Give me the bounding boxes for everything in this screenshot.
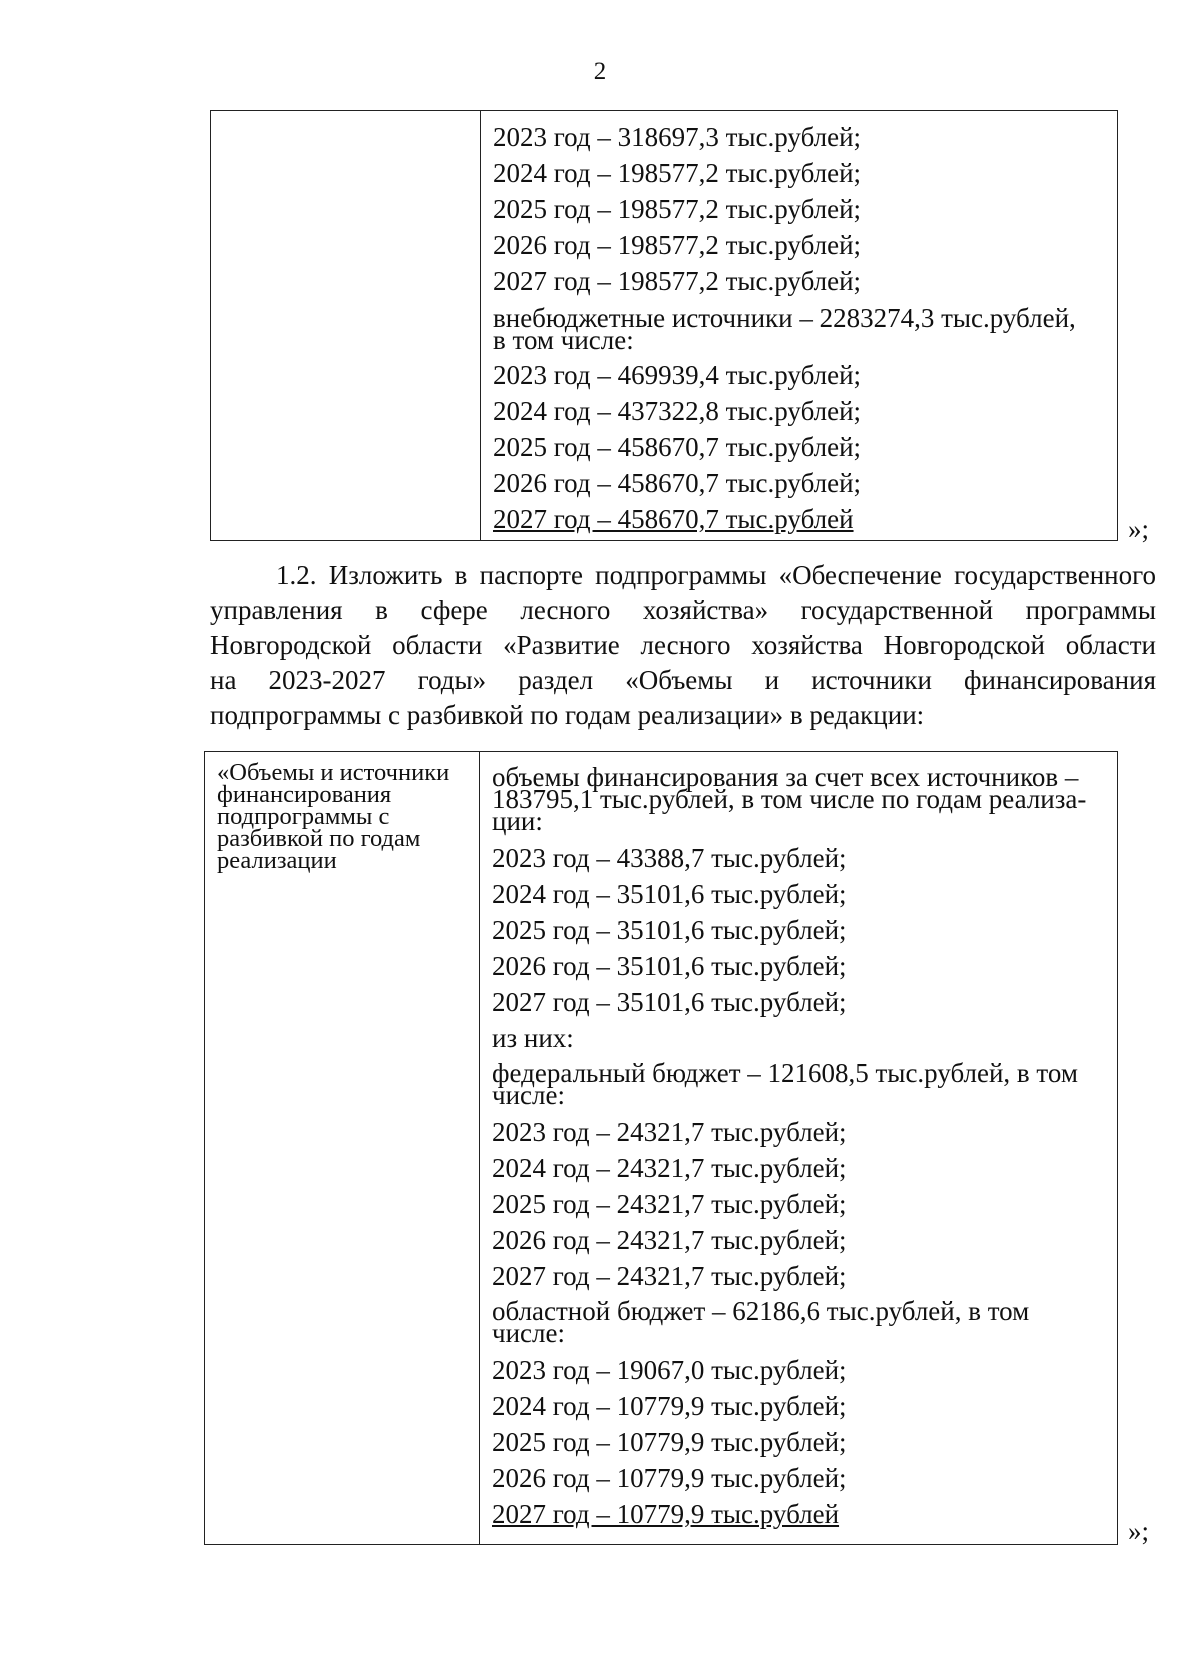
value-line: 2024 год – 24321,7 тыс.рублей; [492,1153,847,1183]
financing-table-continued [210,110,1118,541]
label-line: подпрограммы с [217,803,390,830]
page-number: 2 [593,58,607,85]
table-value-cell [481,111,1117,540]
amendment-paragraph [210,558,1156,733]
value-line: 2023 год – 43388,7 тыс.рублей; [492,843,847,873]
value-line: ции: [492,806,543,836]
label-line: реализации [217,847,337,874]
value-line: 2023 год – 19067,0 тыс.рублей; [492,1355,847,1385]
value-line: 2023 год – 469939,4 тыс.рублей; [493,360,862,390]
value-line: 2025 год – 458670,7 тыс.рублей; [493,432,862,462]
value-line: областной бюджет – 62186,6 тыс.рублей, в том [492,1296,1030,1326]
table-label-cell [211,111,481,540]
value-line: 2026 год – 198577,2 тыс.рублей; [493,230,862,260]
value-line: 2023 год – 24321,7 тыс.рублей; [492,1117,847,1147]
table-label-cell [205,752,480,1544]
label-line: разбивкой по годам [217,825,421,852]
value-line: объемы финансирования за счет всех источников – [492,762,1079,792]
value-line: 2026 год – 24321,7 тыс.рублей; [492,1225,847,1255]
value-line: 2024 год – 437322,8 тыс.рублей; [493,396,862,426]
value-line: числе: [492,1318,565,1348]
value-line: 2024 год – 35101,6 тыс.рублей; [492,879,847,909]
value-line: 2026 год – 35101,6 тыс.рублей; [492,951,847,981]
table-value-cell [480,752,1117,1544]
label-line: «Объемы и источники [217,759,450,786]
value-line: 2027 год – 24321,7 тыс.рублей; [492,1261,847,1291]
value-line: 2026 год – 458670,7 тыс.рублей; [493,468,862,498]
subprogram-financing-table [204,751,1118,1545]
value-line: 2025 год – 35101,6 тыс.рублей; [492,915,847,945]
paragraph-line: на 2023-2027 годы» раздел «Объемы и источники финансирования [210,665,1156,695]
paragraph-line: Новгородской области «Развитие лесного хозяйства Новгородской области [210,630,1156,660]
value-line: 2024 год – 198577,2 тыс.рублей; [493,158,862,188]
value-line: 2025 год – 10779,9 тыс.рублей; [492,1427,847,1457]
paragraph-line: управления в сфере лесного хозяйства» государственной программы [210,595,1156,625]
value-line: 183795,1 тыс.рублей, в том числе по годам реализа- [492,784,1087,814]
value-line: 2026 год – 10779,9 тыс.рублей; [492,1463,847,1493]
table-closing-quote: »; [1128,1516,1150,1546]
value-line: 2027 год – 10779,9 тыс.рублей [492,1499,840,1529]
value-line: федеральный бюджет – 121608,5 тыс.рублей, в том [492,1058,1078,1088]
value-line: 2025 год – 198577,2 тыс.рублей; [493,194,862,224]
value-line: в том числе: [493,325,634,355]
value-line: 2025 год – 24321,7 тыс.рублей; [492,1189,847,1219]
value-line: числе: [492,1080,565,1110]
table-closing-quote: »; [1128,514,1150,544]
value-line: из них: [492,1023,574,1053]
paragraph-line: 1.2. Изложить в паспорте подпрограммы «Обеспечение государственного [276,560,1156,590]
paragraph-line: подпрограммы с разбивкой по годам реализации» в редакции: [210,700,925,730]
value-line: внебюджетные источники – 2283274,3 тыс.рублей, [493,303,1076,333]
value-line: 2023 год – 318697,3 тыс.рублей; [493,122,862,152]
value-line: 2027 год – 198577,2 тыс.рублей; [493,266,862,296]
label-line: финансирования [217,781,392,808]
value-line: 2024 год – 10779,9 тыс.рублей; [492,1391,847,1421]
value-line: 2027 год – 458670,7 тыс.рублей [493,504,854,534]
value-line: 2027 год – 35101,6 тыс.рублей; [492,987,847,1017]
